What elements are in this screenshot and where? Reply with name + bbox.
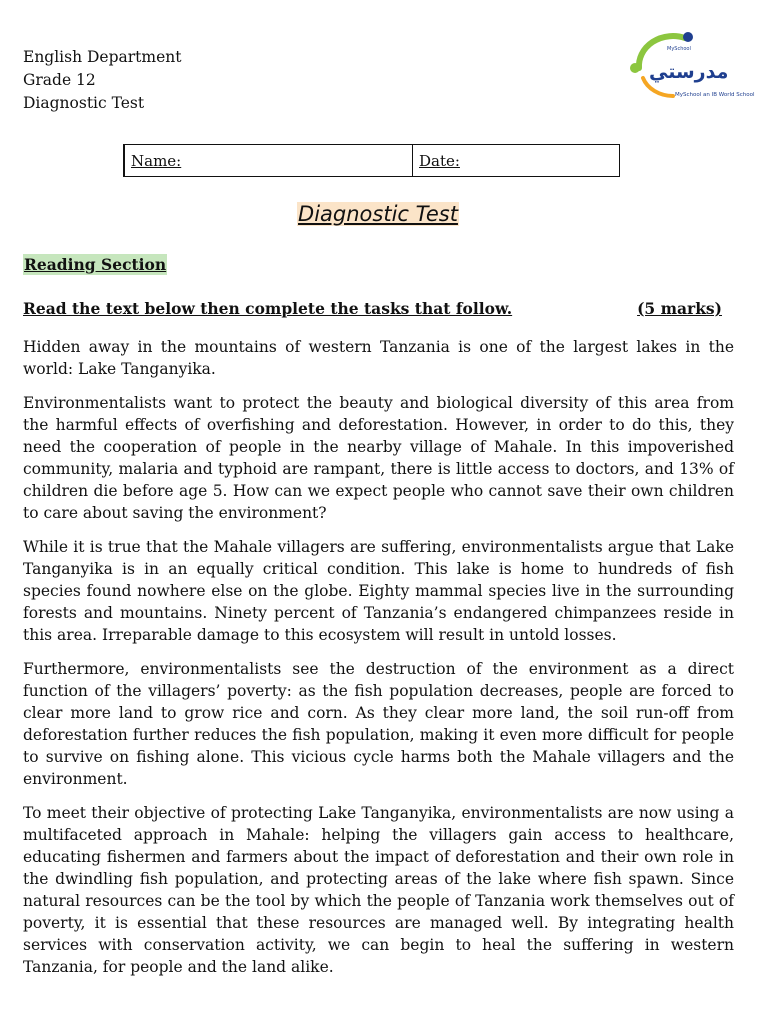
- grade-label: Grade 12: [23, 71, 96, 89]
- instruction-row: [23, 298, 722, 320]
- passage-paragraph: Environmentalists want to protect the beauty and biological diversity of this area from the harmful effects of overfishing and deforestation. However, in order to do this, they need the cooperation of people in the nearby village of Mahale. In this impoverished community, malaria and typhoid are rampant, there is little access to doctors, and 13% of children die before age 5. How can we expect people who cannot save their own children to care about saving the environment?: [23, 394, 734, 522]
- document-title: [0, 200, 756, 228]
- logo-blue-dot: [683, 32, 693, 42]
- logo-green-dot: [630, 63, 640, 73]
- logo-tagline: MySchool an IB World School: [675, 92, 755, 98]
- date-label: Date:: [419, 152, 460, 170]
- test-name-label: Diagnostic Test: [23, 94, 145, 112]
- passage-paragraph: While it is true that the Mahale villagers are suffering, environmentalists argue that Lake Tanganyika is in an equally critical condition. This lake is home to hundreds of fish species found nowhere else on the globe. Eighty mammal species live in the surrounding forests and mountains. Ninety percent of Tanzania’s endangered chimpanzees reside in this area. Irreparable damage to this ecosystem will result in untold losses.: [23, 538, 734, 644]
- reading-passage: [23, 336, 734, 990]
- passage-paragraph: To meet their objective of protecting Lake Tanganyika, environmentalists are now using a multifaceted approach in Mahale: helping the villagers gain access to healthcare, educating fishermen and farmers about the impact of deforestation and their own role in the dwindling fish population, and protecting areas of the lake where fish spawn. Since natural resources can be the tool by which the people of Tanzania work themselves out of poverty, it is essential that these resources are managed well. By integrating health services with conservation activity, we can begin to heal the suffering in western Tanzania, for people and the land alike.: [23, 804, 734, 976]
- passage-paragraph: Hidden away in the mountains of western Tanzania is one of the largest lakes in the world: Lake Tanganyika.: [23, 338, 734, 378]
- instruction-text: Read the text below then complete the tasks that follow.: [23, 299, 513, 318]
- date-field[interactable]: [413, 145, 619, 176]
- document-title-text: Diagnostic Test: [298, 202, 458, 226]
- marks-label: (5 marks): [637, 299, 722, 318]
- section-heading: Reading Section: [24, 255, 167, 274]
- passage-paragraph: Furthermore, environmentalists see the destruction of the environment as a direct function of the villagers’ poverty: as the fish population decreases, people are forced to clear more land to grow rice and corn. As they clear more land, the soil run-off from deforestation further reduces the fish population, making it even more difficult for people to survive on fishing alone. This vicious cycle harms both the Mahale villagers and the environment.: [23, 660, 734, 788]
- department-label: English Department: [23, 48, 182, 66]
- document-header: [23, 46, 181, 115]
- name-field[interactable]: [125, 145, 413, 176]
- logo-arabic-text: مدرستي: [649, 61, 729, 83]
- logo-subtitle: MySchool: [667, 46, 691, 52]
- name-date-box: [123, 144, 620, 177]
- school-logo: [625, 28, 760, 102]
- name-label: Name:: [131, 152, 182, 170]
